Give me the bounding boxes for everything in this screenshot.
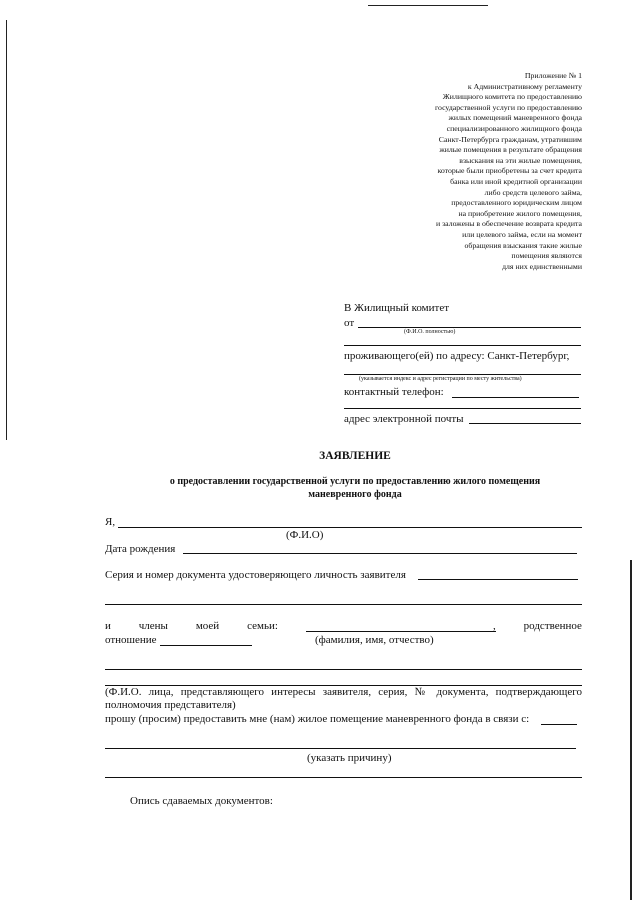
appendix-line: помещения являются bbox=[511, 251, 582, 261]
from-label: от bbox=[344, 317, 355, 329]
statement-subtitle-2: маневренного фонда bbox=[308, 489, 402, 500]
birth-date-field[interactable] bbox=[183, 553, 577, 554]
id-doc-label: Серия и номер документа удостоверяющего личность заявителя bbox=[105, 569, 406, 581]
phone-field[interactable] bbox=[452, 397, 579, 398]
appendix-line: Санкт-Петербурга гражданам, утратившим bbox=[438, 134, 582, 144]
appendix-line: на приобретение жилого помещения, bbox=[458, 208, 582, 218]
appendix-line: или целевого займа, если на момент bbox=[462, 229, 582, 239]
from-extra-line[interactable] bbox=[344, 345, 581, 346]
fio-hint: (Ф.И.О. полностью) bbox=[404, 329, 456, 335]
appendix-line: предоставленного юридическим лицом bbox=[451, 198, 582, 208]
appendix-line: специализированного жилищного фонда bbox=[446, 123, 582, 133]
scan-edge-top bbox=[368, 5, 488, 6]
applicant-fio-hint: (Ф.И.О) bbox=[286, 529, 324, 541]
address-field[interactable] bbox=[344, 374, 581, 375]
appendix-line: государственной услуги по предоставлению bbox=[434, 102, 582, 112]
family-word-my: моей bbox=[195, 620, 220, 632]
statement-subtitle-1: о предоставлении государственной услуги по предоставлению жилого помещения bbox=[169, 476, 541, 487]
family-word-members: члены bbox=[138, 620, 168, 632]
relative-label: родственное bbox=[523, 620, 582, 632]
appendix-line: обращения взыскания такие жилые bbox=[464, 240, 582, 250]
appendix-line: жилых помещений маневренного фонда bbox=[448, 113, 582, 123]
scan-edge-right bbox=[630, 560, 632, 900]
appendix-line: Приложение № 1 bbox=[524, 71, 582, 80]
appendix-line: жилые помещения в результате обращения bbox=[439, 145, 582, 155]
representative-hint: (Ф.И.О. лица, представляющего интересы заявителя, серия, № документа, подтверждающего bbox=[105, 686, 582, 698]
request-label: прошу (просим) предоставить мне (нам) жилое помещение маневренного фонда в связи с: bbox=[105, 713, 530, 725]
reason-extra-line[interactable] bbox=[105, 777, 582, 778]
relation-field[interactable] bbox=[160, 645, 252, 646]
address-hint: (указывается индекс и адрес регистрации по месту жительства) bbox=[359, 376, 522, 382]
appendix-line: Жилищного комитета по предоставлению bbox=[442, 92, 582, 102]
family-row bbox=[105, 620, 582, 632]
address-label: проживающего(ей) по адресу: Санкт-Петербург, bbox=[344, 350, 570, 362]
recipient-title: В Жилищный комитет bbox=[344, 302, 450, 314]
scan-edge-left bbox=[6, 20, 7, 440]
i-label: Я, bbox=[105, 516, 116, 528]
email-label: адрес электронной почты bbox=[344, 413, 464, 425]
family-hint: (фамилия, имя, отчество) bbox=[315, 634, 434, 646]
family-word-and: и bbox=[105, 620, 111, 632]
appendix-line: либо средств целевого займа, bbox=[484, 187, 582, 197]
family-comma: , bbox=[493, 620, 496, 632]
birth-date-label: Дата рождения bbox=[105, 543, 176, 555]
email-field[interactable] bbox=[469, 423, 581, 424]
request-reason-inline-field[interactable] bbox=[541, 724, 577, 725]
reason-field[interactable] bbox=[105, 748, 576, 749]
phone-label: контактный телефон: bbox=[344, 386, 444, 398]
from-fio-field[interactable] bbox=[358, 327, 581, 328]
statement-title: ЗАЯВЛЕНИЕ bbox=[319, 450, 391, 462]
docs-list-label: Опись сдаваемых документов: bbox=[130, 795, 273, 807]
id-doc-field[interactable] bbox=[418, 579, 578, 580]
family-extra-line[interactable] bbox=[105, 669, 582, 670]
appendix-line: для них единственными bbox=[502, 261, 582, 271]
applicant-fio-field[interactable] bbox=[118, 527, 582, 528]
phone-extra-line[interactable] bbox=[344, 408, 581, 409]
reason-hint: (указать причину) bbox=[307, 752, 392, 764]
family-word-family: семьи: bbox=[247, 620, 278, 632]
appendix-line: которые были приобретены за счет кредита bbox=[437, 166, 582, 176]
family-name-field[interactable] bbox=[306, 620, 496, 632]
appendix-line: и заложены в обеспечение возврата кредита bbox=[435, 219, 582, 229]
appendix-line: банка или иной кредитной организации bbox=[450, 176, 582, 186]
appendix-line: к Административному регламенту bbox=[467, 81, 582, 91]
appendix-line: взыскания на эти жилые помещения, bbox=[459, 155, 582, 165]
appendix-header bbox=[342, 71, 582, 272]
relation-label: отношение bbox=[105, 634, 157, 646]
id-doc-extra-line[interactable] bbox=[105, 604, 582, 605]
representative-hint-2: полномочия представителя) bbox=[105, 699, 236, 711]
